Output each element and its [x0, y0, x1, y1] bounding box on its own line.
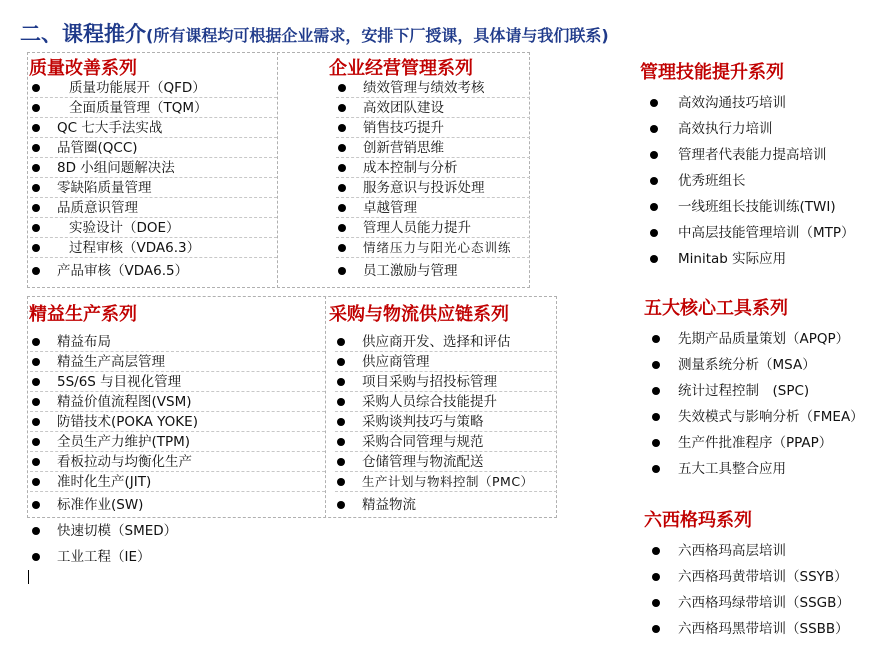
- course-label: 高效沟通技巧培训: [678, 95, 786, 111]
- core-tools-section-title: 五大核心工具系列: [644, 298, 788, 319]
- six-sigma-section-title: 六西格玛系列: [644, 510, 752, 531]
- list-item: [335, 432, 557, 452]
- bullet-icon: [337, 358, 345, 366]
- course-label: 精益生产高层管理: [57, 354, 165, 370]
- list-item: [30, 178, 277, 198]
- list-item: [336, 238, 530, 258]
- list-item: [30, 218, 277, 238]
- list-item: [650, 326, 890, 352]
- list-item: [30, 332, 325, 352]
- list-item: [648, 168, 888, 194]
- bullet-icon: [652, 387, 660, 395]
- list-item: [650, 456, 890, 482]
- bullet-icon: [338, 104, 346, 112]
- list-item: [30, 544, 325, 570]
- list-item: [336, 118, 530, 138]
- course-label: Minitab 实际应用: [678, 251, 787, 267]
- course-label: QC 七大手法实战: [57, 120, 163, 136]
- list-item: [30, 78, 277, 98]
- list-item: [650, 538, 890, 564]
- skills-section-title: 管理技能提升系列: [640, 62, 784, 83]
- list-item: [648, 246, 888, 272]
- course-label: 统计过程控制 (SPC): [678, 383, 810, 399]
- list-item: [30, 118, 277, 138]
- course-label: 品质意识管理: [57, 200, 138, 216]
- list-item: [335, 412, 557, 432]
- course-label: 实验设计（DOE）: [69, 220, 180, 236]
- course-label: 测量系统分析（MSA）: [678, 357, 816, 373]
- bullet-icon: [650, 125, 658, 133]
- bullet-icon: [32, 184, 40, 192]
- bullet-icon: [32, 478, 40, 486]
- bullet-icon: [652, 361, 660, 369]
- course-label: 员工激励与管理: [363, 263, 458, 279]
- quality-course-list: [30, 78, 277, 284]
- course-label: 高效团队建设: [363, 100, 444, 116]
- course-label: 供应商管理: [362, 354, 430, 370]
- list-item: [30, 238, 277, 258]
- course-label: 准时化生产(JIT): [57, 474, 152, 490]
- list-item: [336, 258, 530, 284]
- bullet-icon: [337, 378, 345, 386]
- bullet-icon: [650, 99, 658, 107]
- bullet-icon: [337, 478, 345, 486]
- bullet-icon: [338, 164, 346, 172]
- list-item: [648, 194, 888, 220]
- skills-course-list: [648, 90, 888, 272]
- course-label: 看板拉动与均衡化生产: [57, 454, 192, 470]
- list-item: [335, 452, 557, 472]
- course-label: 六西格玛黄带培训（SSYB）: [678, 569, 848, 585]
- course-label: 快速切模（SMED）: [57, 523, 178, 539]
- lean-course-list: [30, 332, 325, 570]
- bullet-icon: [32, 458, 40, 466]
- bullet-icon: [652, 573, 660, 581]
- list-item: [335, 472, 557, 492]
- course-label: 标准作业(SW): [57, 497, 144, 513]
- bullet-icon: [650, 177, 658, 185]
- bullet-icon: [650, 151, 658, 159]
- list-item: [648, 116, 888, 142]
- bullet-icon: [652, 599, 660, 607]
- bullet-icon: [32, 338, 40, 346]
- list-item: [335, 352, 557, 372]
- bullet-icon: [337, 458, 345, 466]
- list-item: [650, 564, 890, 590]
- list-item: [336, 78, 530, 98]
- bullet-icon: [32, 398, 40, 406]
- list-item: [30, 472, 325, 492]
- bullet-icon: [652, 439, 660, 447]
- course-label: 5S/6S 与目视化管理: [57, 374, 182, 390]
- bullet-icon: [652, 335, 660, 343]
- bullet-icon: [652, 547, 660, 555]
- course-label: 六西格玛绿带培训（SSGB）: [678, 595, 850, 611]
- list-item: [335, 392, 557, 412]
- bullet-icon: [32, 144, 40, 152]
- course-label: 项目采购与招投标管理: [362, 374, 497, 390]
- list-item: [336, 98, 530, 118]
- list-item: [335, 372, 557, 392]
- bullet-icon: [32, 204, 40, 212]
- list-item: [30, 258, 277, 284]
- course-label: 全面质量管理（TQM）: [69, 100, 208, 116]
- list-item: [30, 518, 325, 544]
- list-item: [648, 90, 888, 116]
- bullet-icon: [650, 203, 658, 211]
- course-label: 管理者代表能力提高培训: [678, 147, 827, 163]
- course-label: 优秀班组长: [678, 173, 746, 189]
- course-label: 过程审核（VDA6.3）: [69, 240, 201, 256]
- course-label: 高效执行力培训: [678, 121, 773, 137]
- course-label: 采购谈判技巧与策略: [362, 414, 484, 430]
- bullet-icon: [650, 229, 658, 237]
- bullet-icon: [32, 378, 40, 386]
- course-label: 六西格玛黑带培训（SSBB）: [678, 621, 849, 637]
- course-label: 采购合同管理与规范: [362, 434, 484, 450]
- course-label: 仓储管理与物流配送: [362, 454, 484, 470]
- bullet-icon: [32, 84, 40, 92]
- list-item: [650, 430, 890, 456]
- course-label: 8D 小组问题解决法: [57, 160, 175, 176]
- course-label: 生产计划与物料控制（PMC）: [362, 474, 534, 489]
- list-item: [30, 432, 325, 452]
- supply-section-title: 采购与物流供应链系列: [329, 304, 509, 325]
- bullet-icon: [337, 398, 345, 406]
- bullet-icon: [32, 164, 40, 172]
- list-item: [30, 198, 277, 218]
- course-label: 精益物流: [362, 497, 416, 513]
- bullet-icon: [338, 267, 346, 275]
- course-label: 失效模式与影响分析（FMEA）: [678, 409, 864, 425]
- bullet-icon: [32, 224, 40, 232]
- bullet-icon: [338, 204, 346, 212]
- list-item: [335, 492, 557, 518]
- bullet-icon: [652, 413, 660, 421]
- course-label: 产品审核（VDA6.5）: [57, 263, 189, 279]
- course-label: 服务意识与投诉处理: [363, 180, 485, 196]
- list-item: [650, 404, 890, 430]
- bullet-icon: [337, 438, 345, 446]
- page-title-main: 二、课程推介: [20, 22, 146, 46]
- list-item: [336, 158, 530, 178]
- bullet-icon: [338, 184, 346, 192]
- course-label: 品管圈(QCC): [57, 140, 138, 156]
- course-label: 五大工具整合应用: [678, 461, 786, 477]
- list-item: [650, 616, 890, 642]
- list-item: [336, 198, 530, 218]
- bullet-icon: [32, 267, 40, 275]
- bullet-icon: [32, 527, 40, 535]
- course-label: 全员生产力维护(TPM): [57, 434, 191, 450]
- bullet-icon: [32, 418, 40, 426]
- course-label: 零缺陷质量管理: [57, 180, 152, 196]
- course-label: 情绪压力与阳光心态训练: [363, 240, 512, 255]
- bullet-icon: [652, 625, 660, 633]
- page-subtitle: (所有课程均可根据企业需求，安排下厂授课，具体请与我们联系): [146, 26, 609, 45]
- list-item: [336, 218, 530, 238]
- list-item: [30, 352, 325, 372]
- enterprise-course-list: [336, 78, 530, 284]
- list-item: [336, 138, 530, 158]
- bullet-icon: [338, 244, 346, 252]
- list-item: [30, 452, 325, 472]
- text-cursor: [28, 570, 29, 584]
- bullet-icon: [338, 84, 346, 92]
- quality-section-title: 质量改善系列: [29, 58, 137, 79]
- page-title: [20, 18, 609, 48]
- course-label: 六西格玛高层培训: [678, 543, 786, 559]
- list-item: [30, 138, 277, 158]
- list-item: [336, 178, 530, 198]
- course-label: 工业工程（IE）: [57, 549, 151, 565]
- list-item: [650, 590, 890, 616]
- enterprise-section-title: 企业经营管理系列: [329, 58, 473, 79]
- bullet-icon: [338, 124, 346, 132]
- list-item: [30, 158, 277, 178]
- course-label: 销售技巧提升: [363, 120, 444, 136]
- course-label: 生产件批准程序（PPAP）: [678, 435, 833, 451]
- course-label: 先期产品质量策划（APQP）: [678, 331, 850, 347]
- list-item: [335, 332, 557, 352]
- bullet-icon: [32, 501, 40, 509]
- bullet-icon: [337, 418, 345, 426]
- bullet-icon: [32, 104, 40, 112]
- top-grid-divider: [277, 52, 278, 288]
- list-item: [648, 142, 888, 168]
- list-item: [648, 220, 888, 246]
- list-item: [650, 378, 890, 404]
- list-item: [30, 392, 325, 412]
- list-item: [650, 352, 890, 378]
- course-label: 卓越管理: [363, 200, 417, 216]
- bullet-icon: [32, 358, 40, 366]
- course-label: 一线班组长技能训练(TWI): [678, 199, 836, 215]
- list-item: [30, 98, 277, 118]
- course-label: 精益布局: [57, 334, 111, 350]
- list-item: [30, 492, 325, 518]
- list-item: [30, 412, 325, 432]
- course-label: 管理人员能力提升: [363, 220, 471, 236]
- bullet-icon: [338, 224, 346, 232]
- supply-course-list: [335, 332, 557, 518]
- bottom-grid-divider: [325, 296, 326, 518]
- course-label: 质量功能展开（QFD）: [69, 80, 206, 96]
- bullet-icon: [32, 124, 40, 132]
- bullet-icon: [338, 144, 346, 152]
- course-label: 采购人员综合技能提升: [362, 394, 497, 410]
- course-label: 供应商开发、选择和评估: [362, 334, 511, 350]
- course-label: 绩效管理与绩效考核: [363, 80, 485, 96]
- course-label: 创新营销思维: [363, 140, 444, 156]
- course-label: 成本控制与分析: [363, 160, 458, 176]
- bullet-icon: [337, 338, 345, 346]
- bullet-icon: [337, 501, 345, 509]
- lean-section-title: 精益生产系列: [29, 304, 137, 325]
- core-tools-course-list: [650, 326, 890, 482]
- bullet-icon: [650, 255, 658, 263]
- bullet-icon: [32, 438, 40, 446]
- bullet-icon: [652, 465, 660, 473]
- course-label: 精益价值流程图(VSM): [57, 394, 192, 410]
- course-label: 防错技术(POKA YOKE): [57, 414, 198, 430]
- bullet-icon: [32, 553, 40, 561]
- list-item: [30, 372, 325, 392]
- course-label: 中高层技能管理培训（MTP）: [678, 225, 855, 241]
- six-sigma-course-list: [650, 538, 890, 642]
- bullet-icon: [32, 244, 40, 252]
